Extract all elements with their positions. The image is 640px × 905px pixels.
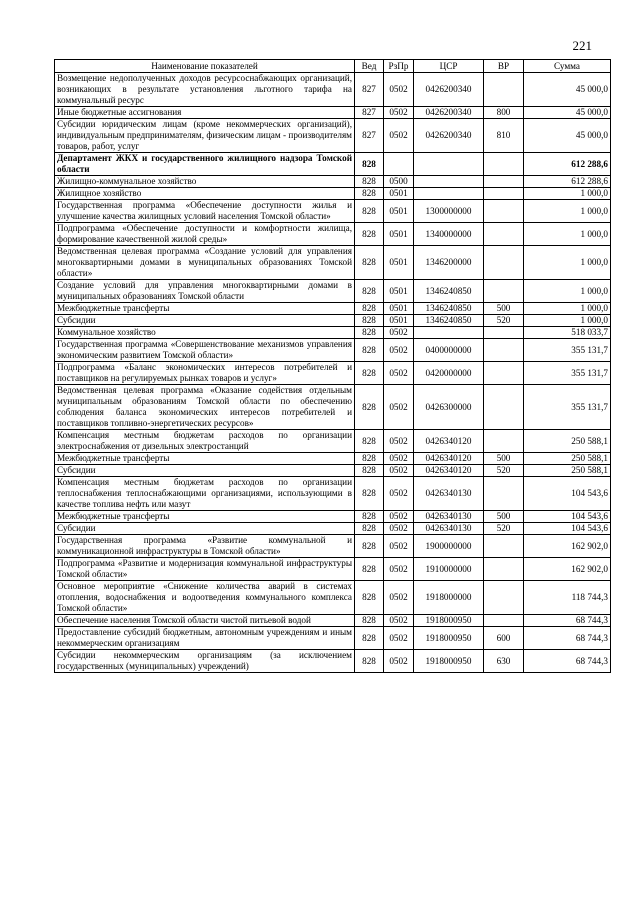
cell-name: Компенсация местным бюджетам расходов по организации электроснабжения от дизельных электростанций — [55, 430, 355, 453]
cell-csr: 1346200000 — [414, 246, 484, 280]
cell-sum: 1 000,0 — [524, 188, 611, 200]
cell-rzpr: 0502 — [384, 650, 414, 673]
cell-name: Подпрограмма «Баланс экономических интересов потребителей и поставщиков на регулируемых рынках товаров и услуг» — [55, 362, 355, 385]
cell-vr — [484, 385, 524, 430]
cell-name: Департамент ЖКХ и государственного жилищного надзора Томской области — [55, 153, 355, 176]
table-row — [55, 650, 611, 673]
table-row — [55, 627, 611, 650]
cell-csr: 0426340120 — [414, 430, 484, 453]
table-row — [55, 153, 611, 176]
cell-rzpr: 0502 — [384, 581, 414, 615]
cell-vr: 500 — [484, 511, 524, 523]
cell-sum: 250 588,1 — [524, 465, 611, 477]
cell-csr: 0426200340 — [414, 107, 484, 119]
cell-rzpr: 0502 — [384, 477, 414, 511]
cell-sum: 104 543,6 — [524, 523, 611, 535]
cell-vr: 600 — [484, 627, 524, 650]
header-csr: ЦСР — [414, 60, 484, 73]
table-row — [55, 511, 611, 523]
table-row — [55, 315, 611, 327]
table-row — [55, 188, 611, 200]
cell-csr: 1918000950 — [414, 627, 484, 650]
cell-vr: 630 — [484, 650, 524, 673]
cell-name: Иные бюджетные ассигнования — [55, 107, 355, 119]
cell-rzpr: 0502 — [384, 73, 414, 107]
header-name: Наименование показателей — [55, 60, 355, 73]
cell-sum: 162 902,0 — [524, 558, 611, 581]
table-row — [55, 523, 611, 535]
cell-rzpr: 0502 — [384, 535, 414, 558]
cell-ved: 828 — [355, 511, 384, 523]
table-header-row — [55, 60, 611, 73]
header-rzpr: РзПр — [384, 60, 414, 73]
cell-ved: 828 — [355, 315, 384, 327]
cell-csr: 0426340130 — [414, 511, 484, 523]
cell-rzpr: 0502 — [384, 430, 414, 453]
cell-sum: 1 000,0 — [524, 223, 611, 246]
cell-ved: 828 — [355, 453, 384, 465]
table-row — [55, 465, 611, 477]
cell-vr: 810 — [484, 119, 524, 153]
cell-sum: 104 543,6 — [524, 511, 611, 523]
header-ved: Вед — [355, 60, 384, 73]
cell-sum: 162 902,0 — [524, 535, 611, 558]
page-number: 221 — [572, 38, 592, 53]
cell-csr: 0426340130 — [414, 477, 484, 511]
cell-sum: 1 000,0 — [524, 200, 611, 223]
cell-vr: 500 — [484, 453, 524, 465]
table-row — [55, 246, 611, 280]
table-row — [55, 430, 611, 453]
cell-sum: 250 588,1 — [524, 453, 611, 465]
cell-rzpr: 0502 — [384, 558, 414, 581]
table-row — [55, 280, 611, 303]
cell-csr: 1346240850 — [414, 280, 484, 303]
cell-ved: 828 — [355, 303, 384, 315]
cell-name: Компенсация местным бюджетам расходов по организации теплоснабжения теплоснабжающими организациями, использующими в качестве топлива нефть или мазут — [55, 477, 355, 511]
cell-rzpr: 0502 — [384, 523, 414, 535]
cell-name: Межбюджетные трансферты — [55, 453, 355, 465]
cell-rzpr: 0502 — [384, 615, 414, 627]
cell-ved: 828 — [355, 558, 384, 581]
cell-sum: 355 131,7 — [524, 339, 611, 362]
cell-name: Субсидии — [55, 465, 355, 477]
cell-name: Межбюджетные трансферты — [55, 511, 355, 523]
cell-name: Коммунальное хозяйство — [55, 327, 355, 339]
cell-sum: 45 000,0 — [524, 119, 611, 153]
cell-name: Подпрограмма «Развитие и модернизация коммунальной инфраструктуры Томской области» — [55, 558, 355, 581]
cell-rzpr: 0502 — [384, 107, 414, 119]
cell-name: Основное мероприятие «Снижение количества аварий в системах отопления, водоснабжения и водоотведения коммунального комплекса Томской области» — [55, 581, 355, 615]
cell-ved: 827 — [355, 119, 384, 153]
table-row — [55, 477, 611, 511]
cell-name: Предоставление субсидий бюджетным, автономным учреждениям и иным некоммерческим организациям — [55, 627, 355, 650]
cell-csr — [414, 327, 484, 339]
cell-sum: 1 000,0 — [524, 280, 611, 303]
cell-sum: 45 000,0 — [524, 107, 611, 119]
cell-rzpr: 0501 — [384, 188, 414, 200]
cell-vr — [484, 188, 524, 200]
cell-name: Жилищно-коммунальное хозяйство — [55, 176, 355, 188]
cell-sum: 104 543,6 — [524, 477, 611, 511]
cell-name: Ведомственная целевая программа «Создание условий для управления многоквартирными домами в муниципальных образованиях Томской области» — [55, 246, 355, 280]
cell-name: Обеспечение населения Томской области чистой питьевой водой — [55, 615, 355, 627]
cell-ved: 828 — [355, 327, 384, 339]
cell-sum: 1 000,0 — [524, 246, 611, 280]
cell-csr: 1918000000 — [414, 581, 484, 615]
cell-vr — [484, 615, 524, 627]
cell-csr: 1900000000 — [414, 535, 484, 558]
cell-csr: 0426200340 — [414, 119, 484, 153]
cell-name: Подпрограмма «Обеспечение доступности и комфортности жилища, формирование качественной жилой среды» — [55, 223, 355, 246]
cell-name: Субсидии — [55, 523, 355, 535]
cell-sum: 355 131,7 — [524, 385, 611, 430]
cell-rzpr: 0501 — [384, 246, 414, 280]
header-sum: Сумма — [524, 60, 611, 73]
cell-sum: 68 744,3 — [524, 615, 611, 627]
cell-name: Возмещение недополученных доходов ресурсоснабжающих организаций, возникающих в результате установления льготного тарифа на коммунальный ресурс — [55, 73, 355, 107]
table-body — [55, 73, 611, 673]
cell-vr: 520 — [484, 465, 524, 477]
cell-vr — [484, 535, 524, 558]
table-row — [55, 453, 611, 465]
cell-name: Государственная программа «Развитие коммунальной и коммуникационной инфраструктуры в Томской области» — [55, 535, 355, 558]
cell-csr — [414, 153, 484, 176]
cell-rzpr: 0502 — [384, 385, 414, 430]
cell-csr: 0426340120 — [414, 453, 484, 465]
cell-vr: 520 — [484, 523, 524, 535]
cell-vr — [484, 176, 524, 188]
table-row — [55, 327, 611, 339]
cell-sum: 518 033,7 — [524, 327, 611, 339]
table-row — [55, 385, 611, 430]
cell-sum: 118 744,3 — [524, 581, 611, 615]
cell-sum: 250 588,1 — [524, 430, 611, 453]
cell-rzpr: 0500 — [384, 176, 414, 188]
cell-vr: 500 — [484, 303, 524, 315]
cell-ved: 828 — [355, 339, 384, 362]
cell-csr: 1918000950 — [414, 650, 484, 673]
cell-rzpr: 0501 — [384, 280, 414, 303]
cell-name: Ведомственная целевая программа «Оказание содействия отдельным муниципальным образованиям Томской области по обеспечению соблюдения баланса экономических интересов потребителей и поставщиков топливно-энергетических ресурсов» — [55, 385, 355, 430]
cell-name: Субсидии — [55, 315, 355, 327]
table-row — [55, 176, 611, 188]
cell-vr — [484, 430, 524, 453]
cell-ved: 828 — [355, 385, 384, 430]
cell-rzpr: 0502 — [384, 627, 414, 650]
cell-rzpr: 0501 — [384, 223, 414, 246]
cell-csr: 0426200340 — [414, 73, 484, 107]
cell-sum: 68 744,3 — [524, 627, 611, 650]
cell-ved: 828 — [355, 153, 384, 176]
cell-csr — [414, 188, 484, 200]
header-vr: ВР — [484, 60, 524, 73]
table-row — [55, 615, 611, 627]
table-row — [55, 581, 611, 615]
cell-csr: 0426300000 — [414, 385, 484, 430]
table-row — [55, 223, 611, 246]
cell-ved: 828 — [355, 223, 384, 246]
cell-rzpr: 0502 — [384, 327, 414, 339]
cell-ved: 828 — [355, 176, 384, 188]
cell-ved: 828 — [355, 627, 384, 650]
cell-sum: 612 288,6 — [524, 153, 611, 176]
cell-name: Жилищное хозяйство — [55, 188, 355, 200]
cell-csr: 0426340130 — [414, 523, 484, 535]
cell-csr: 0420000000 — [414, 362, 484, 385]
cell-vr — [484, 477, 524, 511]
cell-name: Межбюджетные трансферты — [55, 303, 355, 315]
cell-vr — [484, 280, 524, 303]
cell-sum: 1 000,0 — [524, 303, 611, 315]
cell-vr — [484, 581, 524, 615]
cell-ved: 828 — [355, 650, 384, 673]
table-row — [55, 303, 611, 315]
cell-sum: 68 744,3 — [524, 650, 611, 673]
cell-ved: 827 — [355, 107, 384, 119]
cell-rzpr: 0502 — [384, 511, 414, 523]
cell-ved: 828 — [355, 615, 384, 627]
cell-name: Субсидии юридическим лицам (кроме некоммерческих организаций), индивидуальным предпринимателям, физическим лицам - производителям товаров, работ, услуг — [55, 119, 355, 153]
cell-csr: 0400000000 — [414, 339, 484, 362]
cell-ved: 828 — [355, 200, 384, 223]
cell-sum: 612 288,6 — [524, 176, 611, 188]
cell-rzpr: 0502 — [384, 362, 414, 385]
cell-csr: 1910000000 — [414, 558, 484, 581]
cell-vr — [484, 246, 524, 280]
cell-ved: 828 — [355, 280, 384, 303]
cell-csr: 0426340120 — [414, 465, 484, 477]
cell-ved: 828 — [355, 430, 384, 453]
cell-ved: 828 — [355, 362, 384, 385]
cell-sum: 45 000,0 — [524, 73, 611, 107]
cell-ved: 828 — [355, 535, 384, 558]
cell-sum: 1 000,0 — [524, 315, 611, 327]
cell-ved: 828 — [355, 188, 384, 200]
cell-vr — [484, 362, 524, 385]
cell-ved: 827 — [355, 73, 384, 107]
cell-csr: 1346240850 — [414, 303, 484, 315]
cell-rzpr: 0501 — [384, 315, 414, 327]
cell-vr — [484, 73, 524, 107]
table-row — [55, 535, 611, 558]
cell-csr: 1340000000 — [414, 223, 484, 246]
cell-sum: 355 131,7 — [524, 362, 611, 385]
cell-rzpr: 0502 — [384, 465, 414, 477]
cell-vr — [484, 153, 524, 176]
cell-name: Государственная программа «Совершенствование механизмов управления экономическим развитием Томской области» — [55, 339, 355, 362]
cell-name: Создание условий для управления многоквартирными домами в муниципальных образованиях Томской области — [55, 280, 355, 303]
table-row — [55, 339, 611, 362]
table-row — [55, 558, 611, 581]
cell-vr: 800 — [484, 107, 524, 119]
cell-vr — [484, 200, 524, 223]
cell-name: Государственная программа «Обеспечение доступности жилья и улучшение качества жилищных условий населения Томской области» — [55, 200, 355, 223]
cell-ved: 828 — [355, 465, 384, 477]
cell-ved: 828 — [355, 523, 384, 535]
table-row — [55, 200, 611, 223]
cell-csr — [414, 176, 484, 188]
cell-vr: 520 — [484, 315, 524, 327]
cell-rzpr: 0502 — [384, 339, 414, 362]
cell-rzpr: 0501 — [384, 200, 414, 223]
cell-rzpr: 0502 — [384, 119, 414, 153]
table-row — [55, 73, 611, 107]
cell-csr: 1918000950 — [414, 615, 484, 627]
cell-rzpr — [384, 153, 414, 176]
table-row — [55, 107, 611, 119]
cell-ved: 828 — [355, 246, 384, 280]
cell-csr: 1300000000 — [414, 200, 484, 223]
cell-csr: 1346240850 — [414, 315, 484, 327]
budget-table — [54, 59, 611, 673]
cell-ved: 828 — [355, 477, 384, 511]
cell-name: Субсидии некоммерческим организациям (за исключением государственных (муниципальных) учреждений) — [55, 650, 355, 673]
cell-vr — [484, 558, 524, 581]
cell-rzpr: 0502 — [384, 453, 414, 465]
cell-vr — [484, 339, 524, 362]
table-row — [55, 119, 611, 153]
cell-ved: 828 — [355, 581, 384, 615]
cell-rzpr: 0501 — [384, 303, 414, 315]
cell-vr — [484, 327, 524, 339]
cell-vr — [484, 223, 524, 246]
table-row — [55, 362, 611, 385]
